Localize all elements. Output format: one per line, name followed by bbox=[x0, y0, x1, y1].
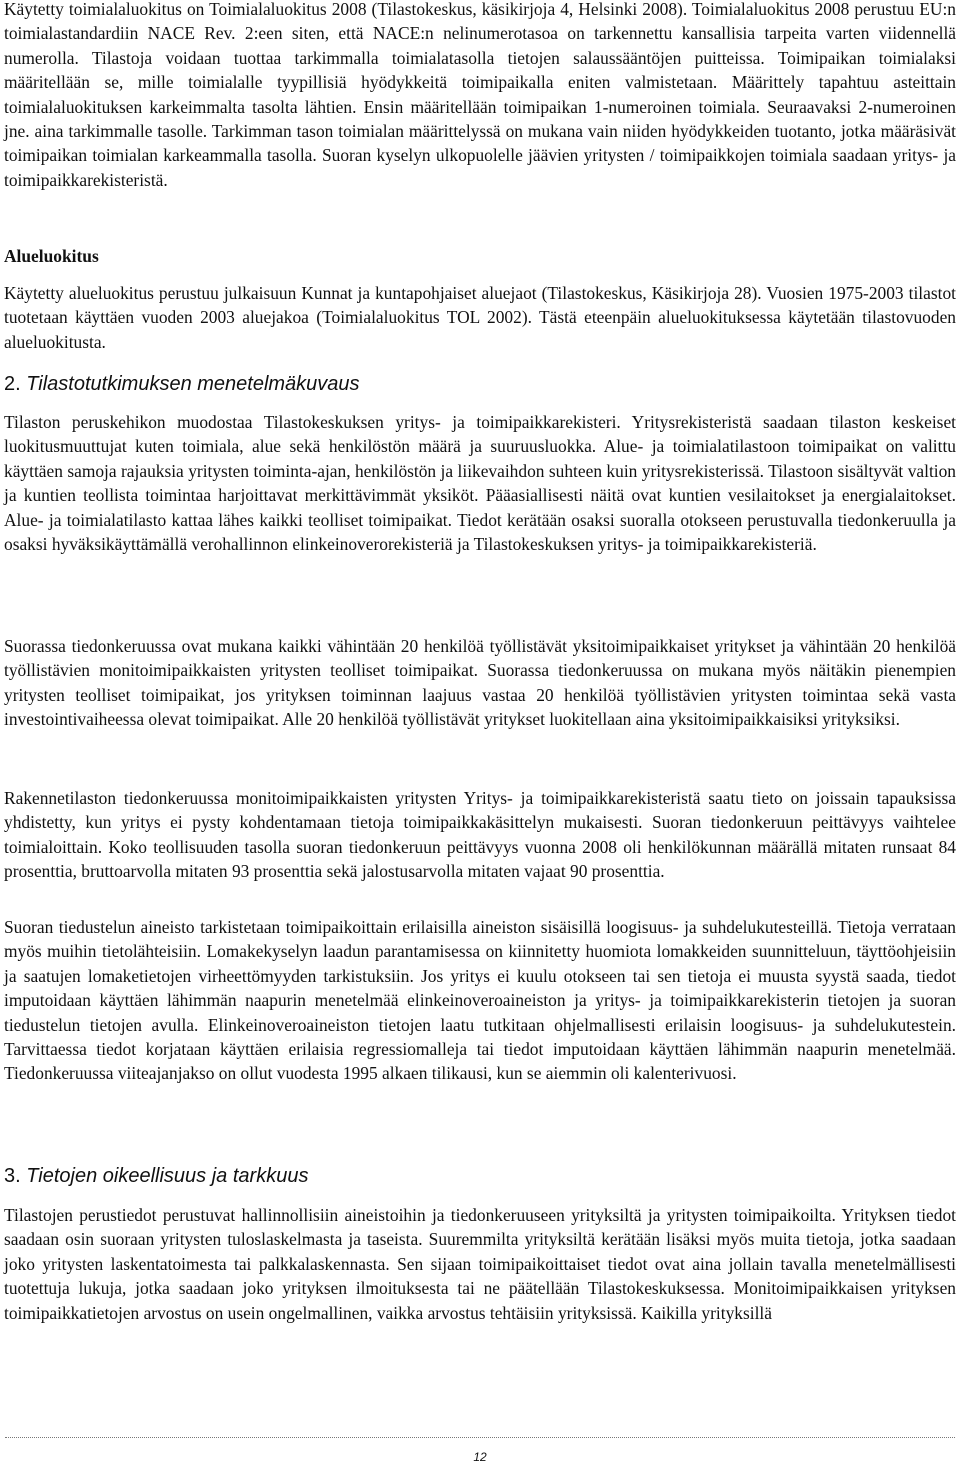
section-3-title: Tietojen oikeellisuus ja tarkkuus bbox=[26, 1165, 309, 1187]
section-2-heading bbox=[4, 371, 360, 397]
section-2-title: Tilastotutkimuksen menetelmäkuvaus bbox=[26, 373, 360, 395]
section-2-paragraph-3: Rakennetilaston tiedonkeruussa monitoimipaikkaisten yritysten Yritys- ja toimipaikkarekisteristä saatu tieto on joissain tapauksissa yhdistetty, kun yritys ei pysty kohdentamaan tietoja toimipaikkakäsittelyn mukaisesti. Suoran tiedonkeruun peittävyys vaihtelee toimialoittain. Koko teollisuuden tasolla suoran tiedonkeruun peittävyys vuonna 2008 oli henkilökunnan määrällä mitaten runsaat 84 prosenttia, bruttoarvolla mitaten 93 prosenttia sekä jalostusarvolla mitaten vajaat 90 prosenttia. bbox=[4, 788, 956, 882]
intro-paragraph: Käytetty toimialaluokitus on Toimialaluokitus 2008 (Tilastokeskus, käsikirjoja 4, Helsinki 2008). Toimialaluokitus 2008 perustuu EU:n toimialastandardiin NACE Rev. 2:een siten, että NACE:n nelinumerotasoa on tarkennettu kansallisia tarpeita varten viidennellä numerolla. Tilastoja voidaan tuottaa tarkimmalla toimialatasolla tietojen salaussääntöjen puitteissa. Toimipaikan toimialaksi määritellään se, mille toimialalle tyypillisiä hyödykkeitä toimipaikalla eniten valmistetaan. Määrittely tapahtuu asteittain toimialaluokituksen karkeimmalta tasolta lähtien. Ensin määritellään toimipaikan 1-numeroinen toimiala. Seuraavaksi 2-numeroinen jne. aina tarkimmalle tasolle. Tarkimman tason toimialan määrittelyssä on mukana vain niiden hyödykkeiden tuotanto, jotka määräsivät toimipaikan toimialan karkeammalla tasolla. Suoran kyselyn ulkopuolelle jäävien yritysten / toimipaikkojen toimiala saadaan yritys- ja toimipaikkarekisteristä. bbox=[4, 0, 956, 190]
alueluokitus-paragraph: Käytetty alueluokitus perustuu julkaisuun Kunnat ja kuntapohjaiset aluejaot (Tilastokeskus, Käsikirjoja 28). Vuosien 1975-2003 tilastot tuotetaan käyttäen vuoden 2003 aluejakoa (Toimialaluokitus TOL 2002). Tästä eteenpäin alueluokituksessa käytetään tilastovuoden alueluokitusta. bbox=[4, 283, 956, 352]
section-3-number: 3. bbox=[4, 1165, 21, 1187]
alueluokitus-heading: Alueluokitus bbox=[4, 246, 99, 266]
section-2-paragraph-4: Suoran tiedustelun aineisto tarkistetaan toimipaikoittain erilaisilla aineiston sisäisillä loogisuus- ja suhdelukutesteillä. Tietoja verrataan myös muihin tietolähteisiin. Lomakekyselyn laadun parantamisessa on kiinnitetty huomiota lomakkeiden suunnitteluun, täyttöohjeisiin ja saatujen lomaketietojen virheettömyyden tarkistuksiin. Jos yritys ei kuulu otokseen tai sen tietoja ei muusta syystä saada, tiedot imputoidaan käyttäen lähimmän naapurin menetelmää elinkeinoveroaineiston ja yritys- ja toimipaikkarekisterin tietojen ja suoran tiedustelun tietojen avulla. Elinkeinoveroaineiston tietojen laatu tutkitaan ohjelmallisesti erilaisin loogisuus- ja suhdelukutestein. Tarvittaessa tiedot korjataan käyttäen erilaisia regressiomalleja tai tiedot imputoidaan käyttäen lähimmän naapurin menetelmää. Tiedonkeruussa viiteajanjakso on ollut vuodesta 1995 alkaen tilikausi, kun se aiemmin oli kalenterivuosi. bbox=[4, 917, 956, 1084]
page-number: 12 bbox=[473, 1450, 487, 1464]
section-2-paragraph-1: Tilaston peruskehikon muodostaa Tilastokeskuksen yritys- ja toimipaikkarekisteri. Yritysrekisteristä saadaan tilaston keskeiset luokitusmuuttujat kuten toimiala, alue sekä henkilöstön määrä ja suuruusluokka. Alue- ja toimialatilastoon toimipaikat on valittu käyttäen samoja rajauksia yritysten toiminta-ajan, henkilöstön ja liikevaihdon suhteen kuin yritysrekisterissä. Tilastoon sisältyvät valtion ja kuntien teollista toimintaa harjoittavat merkittävimmät yksiköt. Pääasiallisesti näitä ovat kuntien vesilaitokset ja energialaitokset. Alue- ja toimialatilasto kattaa lähes kaikki teolliset toimipaikat. Tiedot kerätään osaksi suoralla otokseen perustuvalla tiedonkeruulla ja osaksi hyväksikäyttämällä verohallinnon elinkeinoverorekisteriä ja Tilastokeskuksen yritys- ja toimipaikkarekisteriä. bbox=[4, 412, 956, 555]
section-2-paragraph-2: Suorassa tiedonkeruussa ovat mukana kaikki vähintään 20 henkilöä työllistävät yksitoimipaikkaiset yritykset ja vähintään 20 henkilöä työllistävien monitoimipaikkaisten yritysten teolliset toimipaikat. Suorassa tiedonkeruussa on mukana myös näitäkin pienempien yritysten teolliset toimipaikat, jos yrityksen toiminnan laajuus vastaa 20 henkilöä työllistävien yritysten toimintaa sekä vasta investointivaiheessa olevat toimipaikat. Alle 20 henkilöä työllistävät yritykset luokitellaan aina yksitoimipaikkaisiksi yrityksiksi. bbox=[4, 636, 956, 730]
section-3-heading bbox=[4, 1163, 308, 1189]
section-3-paragraph-1: Tilastojen perustiedot perustuvat hallinnollisiin aineistoihin ja tiedonkeruuseen yrityksiltä ja yritysten toimipaikoilta. Yrityksen tiedot saadaan osin suoraan yritysten tuloslaskelmasta ja taseista. Suuremmilta yrityksiltä kerätään lisäksi myös muita tietoja, jotka saadaan joko yritysten laskentatoimesta tai palkkalaskennasta. Sen sijaan toimipaikoittaiset tiedot ovat aina jollain tavalla menetelmällisesti tuotettuja lukuja, jotka saadaan joko yrityksen ilmoituksesta tai ne päätellään Tilastokeskuksessa. Monitoimipaikkaisen yrityksen toimipaikkatietojen arvostus on usein ongelmallinen, vaikka arvostus tehtäisiin yrityksissä. Kaikilla yrityksillä bbox=[4, 1205, 956, 1323]
section-2-number: 2. bbox=[4, 373, 21, 395]
footer-divider bbox=[5, 1437, 955, 1438]
